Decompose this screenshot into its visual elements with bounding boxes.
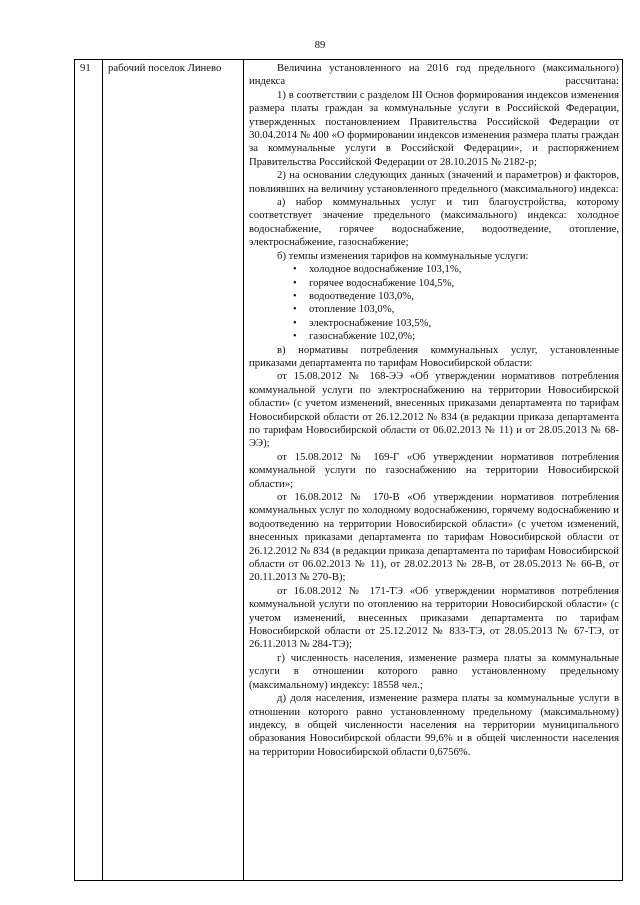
paragraph-basis-1: 1) в соответствии с разделом III Основ формирования индексов изменения размера платы граждан за коммунальные услуги в Российской Федерации, утвержденных постановлением Правительства Российской Федерации от 30.04.2014 № 400 «О формировании индексов изменения размера платы граждан за коммунальные услуги в Российской Федерации», и распоряжением Правительства Российской Федерации от 28.10.2015 № 2182-р; xyxy=(249,88,619,168)
list-item xyxy=(249,263,619,276)
paragraph-basis-2: 2) на основании следующих данных (значений и параметров) и факторов, повлиявших на величину установленного предельного (максимального) индекса: xyxy=(249,169,619,195)
list-item xyxy=(249,317,619,330)
list-item-text: электроснабжение 103,5%, xyxy=(309,316,432,329)
list-item xyxy=(249,303,619,316)
list-item xyxy=(249,330,619,343)
bullet-icon: • xyxy=(293,263,297,276)
list-item-text: водоотведение 103,0%, xyxy=(309,289,414,302)
list-item xyxy=(249,277,619,290)
index-table xyxy=(74,59,623,881)
list-item-text: холодное водоснабжение 103,1%, xyxy=(309,263,462,276)
row-number: 91 xyxy=(80,62,91,74)
bullet-icon: • xyxy=(293,303,297,316)
bullet-icon: • xyxy=(293,289,297,302)
bullet-icon: • xyxy=(293,276,297,289)
paragraph-tariff-rates: б) темпы изменения тарифов на коммунальные услуги: xyxy=(277,249,529,262)
locality-name: рабочий поселок Линево xyxy=(108,62,222,74)
row-number-cell xyxy=(75,60,103,881)
table-row xyxy=(75,60,623,881)
paragraph-services-set: а) набор коммунальных услуг и тип благоустройства, которому соответствует значение предельного (максимального) индекса: холодное водоснабжение, горячее водоснабжение, водоотведение, отопление, электроснабжение, газоснабжение; xyxy=(249,196,619,249)
tariff-list xyxy=(249,263,619,343)
paragraph-population-share: д) доля населения, изменение размера платы за коммунальные услуги в отношении которого равно установленному предельному (максимальному) индексу, в общей численности населения на территории муниципального образования Новосибирской области 99,6% и в общей численности населения на территории Новосибирской области 0,6756%. xyxy=(249,692,619,758)
justification-cell xyxy=(244,60,623,881)
intro-paragraph: Величина установленного на 2016 год предельного (максимального) индекса рассчитана: xyxy=(249,62,619,88)
page-number: 89 xyxy=(314,40,326,51)
bullet-icon: • xyxy=(293,330,297,343)
list-item-text: горячее водоснабжение 104,5%, xyxy=(309,276,455,289)
locality-cell xyxy=(103,60,244,881)
paragraph-order-171: от 16.08.2012 № 171-ТЭ «Об утверждении нормативов потребления коммунальной услуги по отоплению на территории Новосибирской области» (с учетом изменений, внесенных приказами департамента по тарифам Новосибирской области от 25.12.2012 № 833-ТЭ, от 28.05.2013 № 67-ТЭ, от 26.11.2013 № 284-ТЭ); xyxy=(249,584,619,651)
paragraph-order-169: от 15.08.2012 № 169-Г «Об утверждении нормативов потребления коммунальной услуги по газоснабжению на территории Новосибирской области»; xyxy=(249,450,619,490)
list-item xyxy=(249,290,619,303)
paragraph-order-170: от 16.08.2012 № 170-В «Об утверждении нормативов потребления коммунальных услуг по холодному водоснабжению, горячему водоснабжению и водоотведению на территории Новосибирской области» (с учетом изменений, внесенных приказами департамента по тарифам Новосибирской области от 26.12.2012 № 834 (в редакции приказа департамента по тарифам Новосибирской области от 06.02.2013 № 11), от 28.02.2013 № 28-В, от 28.05.2013 № 66-В, от 20.11.2013 № 270-В); xyxy=(249,491,619,584)
bullet-icon: • xyxy=(293,316,297,329)
paragraph-order-168: от 15.08.2012 № 168-ЭЭ «Об утверждении нормативов потребления коммунальной услуги по электроснабжению на территории Новосибирской области» (с учетом изменений, внесенных приказами департамента по тарифам Новосибирской области от 26.12.2012 № 834 (в редакции приказа департамента по тарифам Новосибирской области от 06.02.2013 № 11) и от 28.05.2013 № 68-ЭЭ); xyxy=(249,370,619,450)
paragraph-population: г) численность населения, изменение размера платы за коммунальные услуги в отношении которого равно установленному предельному (максимальному) индексу: 18558 чел.; xyxy=(249,651,619,691)
paragraph-norms: в) нормативы потребления коммунальных услуг, установленные приказами департамента по тарифам Новосибирской области: xyxy=(249,343,619,369)
list-item-text: отопление 103,0%, xyxy=(309,303,395,316)
list-item-text: газоснабжение 102,0%; xyxy=(309,330,416,343)
